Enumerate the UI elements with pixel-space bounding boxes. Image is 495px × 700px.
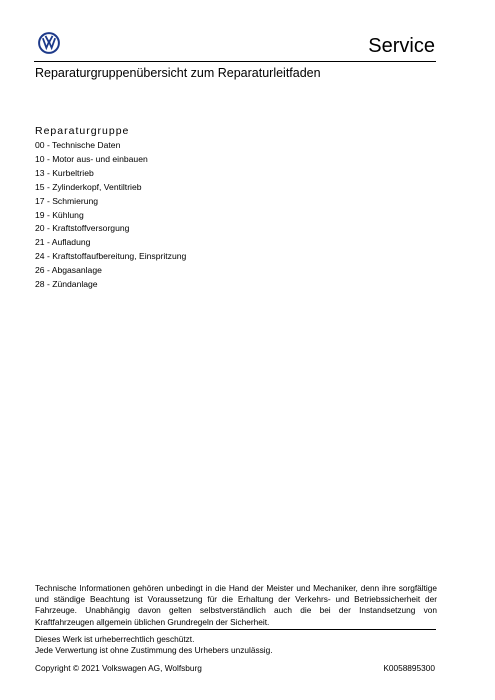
repair-group-item[interactable]: 10 - Motor aus- und einbauen: [35, 153, 148, 164]
repair-group-item[interactable]: 20 - Kraftstoffversorgung: [35, 223, 130, 234]
repair-group-item[interactable]: 13 - Kurbeltrieb: [35, 167, 94, 178]
vw-logo-icon: [38, 32, 60, 54]
repair-group-item[interactable]: 19 - Kühlung: [35, 209, 84, 220]
repair-group-heading: Reparaturgruppe: [35, 125, 130, 137]
repair-group-item[interactable]: 15 - Zylinderkopf, Ventiltrieb: [35, 181, 142, 192]
repair-group-item[interactable]: 00 - Technische Daten: [35, 140, 121, 150]
copyright-notice-line: Jede Verwertung ist ohne Zustimmung des Urhebers unzulässig.: [35, 645, 273, 656]
repair-group-item[interactable]: 26 - Abgasanlage: [35, 265, 102, 276]
copyright-notice: [35, 634, 273, 656]
copyright-text: Copyright © 2021 Volkswagen AG, Wolfsburg: [35, 663, 202, 673]
footer-divider: [34, 629, 436, 630]
repair-group-section: [35, 124, 186, 292]
safety-disclaimer: Technische Informationen gehören unbedingt in die Hand der Meister und Mechaniker, denn ihre sorgfältige und ständige Beachtung ist Voraussetzung für die Erhaltung der Verkehrs- und Betriebssicherheit der Fahrzeuge. Unabhängig davon gelten selbstverständlich auch die bei der Instandsetzung von Kraftfahrzeugen allgemein üblichen Grundregeln der Sicherheit.: [35, 583, 437, 627]
repair-group-item[interactable]: 24 - Kraftstoffaufbereitung, Einspritzung: [35, 251, 187, 262]
repair-group-item[interactable]: 21 - Aufladung: [35, 237, 91, 248]
repair-group-item[interactable]: 17 - Schmierung: [35, 195, 99, 206]
document-number: K0058895300: [383, 663, 435, 673]
copyright-notice-line: Dieses Werk ist urheberrechtlich geschützt.: [35, 634, 195, 644]
header-divider: [34, 61, 436, 62]
repair-group-list: [35, 139, 186, 292]
service-title: Service: [368, 35, 435, 57]
page-heading: Reparaturgruppenübersicht zum Reparaturleitfaden: [35, 66, 321, 80]
repair-group-item[interactable]: 28 - Zündanlage: [35, 279, 98, 290]
